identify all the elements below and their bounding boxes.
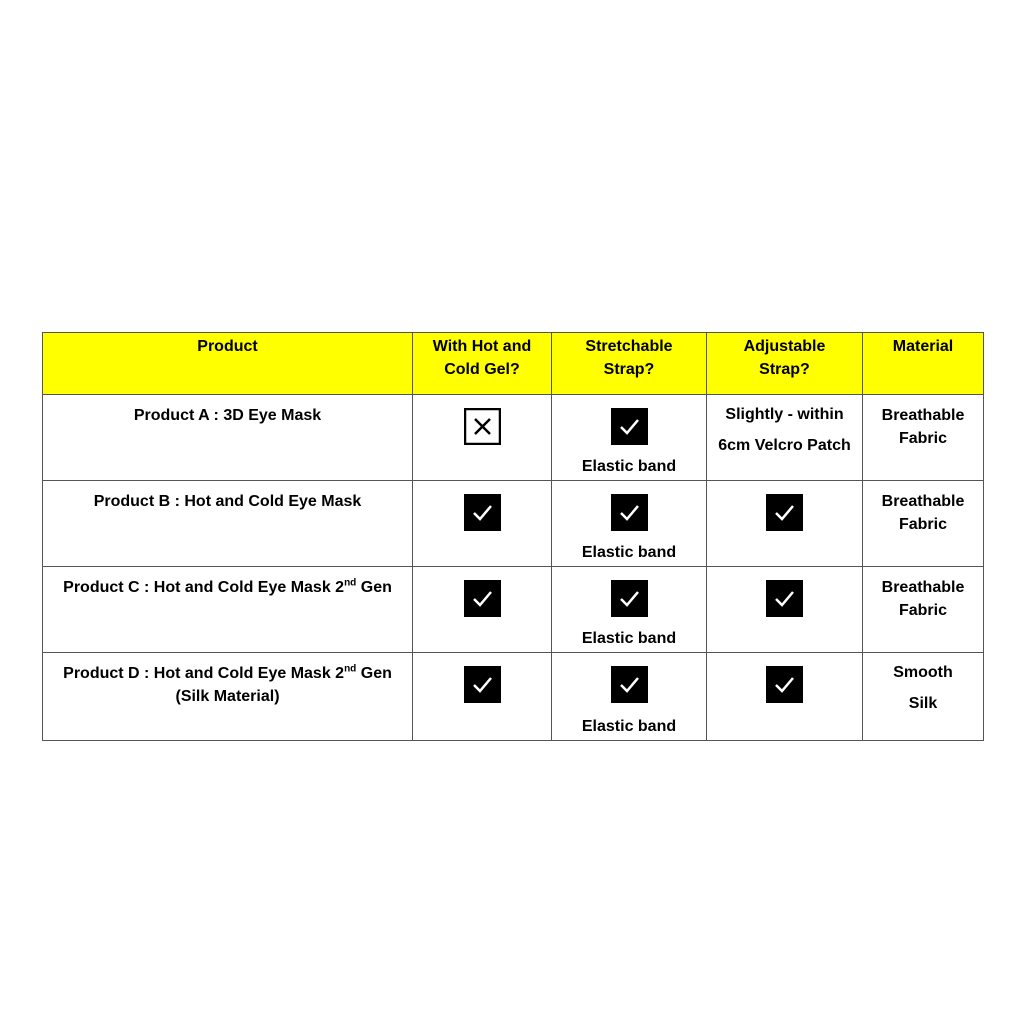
header-stretch-line2: Strap? xyxy=(603,361,655,378)
checkmark-box-icon xyxy=(611,666,648,703)
material-line1: Smooth xyxy=(893,664,953,681)
stretchable-cell xyxy=(552,653,707,741)
adjustable-cell xyxy=(707,567,863,653)
checkmark-box-icon xyxy=(766,494,803,531)
header-adjust-line1: Adjustable xyxy=(743,338,826,355)
header-product-label: Product xyxy=(197,338,258,355)
adjustable-note-line2: 6cm Velcro Patch xyxy=(718,437,851,454)
hot-cold-gel-cell xyxy=(413,567,552,653)
header-gel-line1: With Hot and xyxy=(432,338,532,355)
header-stretch-line1: Stretchable xyxy=(585,338,673,355)
header-adjustable xyxy=(707,333,863,395)
product-name-main: Product D : Hot and Cold Eye Mask 2 xyxy=(63,665,345,682)
hot-cold-gel-cell xyxy=(413,481,552,567)
adjustable-cell xyxy=(707,653,863,741)
material-line2: Silk xyxy=(908,695,938,712)
stretch-note: Elastic band xyxy=(581,718,677,735)
checkmark-box-icon xyxy=(766,666,803,703)
material-cell xyxy=(863,481,984,567)
checkmark-box-icon xyxy=(766,580,803,617)
product-name: Product B : Hot and Cold Eye Mask xyxy=(93,493,362,510)
header-gel-line2: Cold Gel? xyxy=(444,361,520,378)
x-box-icon xyxy=(464,408,501,445)
hot-cold-gel-cell xyxy=(413,395,552,481)
material-line2: Fabric xyxy=(898,516,947,533)
product-name: Product A : 3D Eye Mask xyxy=(133,407,322,424)
product-name-main: Product C : Hot and Cold Eye Mask 2 xyxy=(63,579,345,596)
product-cell xyxy=(43,395,413,481)
product-name-suffix: Gen xyxy=(356,579,392,596)
header-stretchable xyxy=(552,333,707,395)
checkmark-box-icon xyxy=(611,494,648,531)
product-cell xyxy=(43,481,413,567)
stretchable-cell xyxy=(552,567,707,653)
product-name xyxy=(63,665,392,682)
product-name-line2: (Silk Material) xyxy=(175,688,280,705)
header-hot-cold-gel xyxy=(413,333,552,395)
checkmark-box-icon xyxy=(464,666,501,703)
checkmark-box-icon xyxy=(611,580,648,617)
table-row xyxy=(43,567,984,653)
checkmark-box-icon xyxy=(464,580,501,617)
hot-cold-gel-cell xyxy=(413,653,552,741)
material-cell xyxy=(863,395,984,481)
product-name-ordinal: nd xyxy=(344,663,357,675)
material-line2: Fabric xyxy=(898,602,947,619)
adjustable-note-line1: Slightly - within xyxy=(725,406,844,423)
material-cell xyxy=(863,653,984,741)
product-name-ordinal: nd xyxy=(344,577,357,589)
material-cell xyxy=(863,567,984,653)
product-name xyxy=(63,579,392,596)
header-row xyxy=(43,333,984,395)
stretchable-cell xyxy=(552,395,707,481)
product-name-suffix: Gen xyxy=(356,665,392,682)
stretchable-cell xyxy=(552,481,707,567)
adjustable-cell xyxy=(707,395,863,481)
product-cell xyxy=(43,653,413,741)
header-material xyxy=(863,333,984,395)
comparison-table xyxy=(42,332,984,741)
header-product xyxy=(43,333,413,395)
checkmark-box-icon xyxy=(611,408,648,445)
table-row xyxy=(43,395,984,481)
material-line1: Breathable xyxy=(881,407,965,424)
material-line1: Breathable xyxy=(881,579,965,596)
header-material-label: Material xyxy=(892,338,954,355)
stretch-note: Elastic band xyxy=(581,458,677,475)
material-line2: Fabric xyxy=(898,430,947,447)
header-adjust-line2: Strap? xyxy=(759,361,810,378)
checkmark-box-icon xyxy=(464,494,501,531)
table-row xyxy=(43,653,984,741)
stretch-note: Elastic band xyxy=(581,544,677,561)
adjustable-cell xyxy=(707,481,863,567)
stretch-note: Elastic band xyxy=(581,630,677,647)
product-cell xyxy=(43,567,413,653)
table-row xyxy=(43,481,984,567)
material-line1: Breathable xyxy=(881,493,965,510)
